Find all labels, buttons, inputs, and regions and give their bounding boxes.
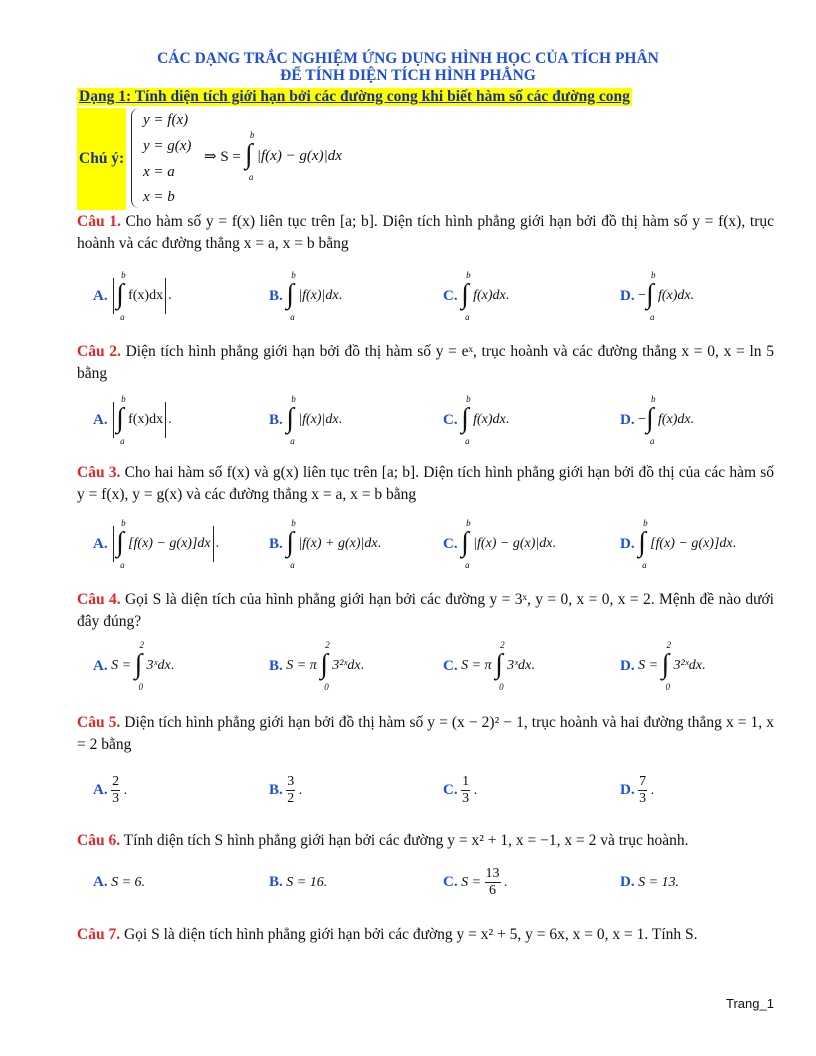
q5-option-b[interactable]: B. $\frac{3}{2}$ .	[269, 774, 303, 806]
question-4: Câu 4. Gọi S là diện tích của hình phẳng giới hạn bởi các đường y = 3ˣ, y = 0, x = 0, x = 2. Mệnh đề nào dưới đây đúng?	[77, 591, 774, 630]
q1-option-b[interactable]: B. ∫ b a |f(x)|dx .	[269, 270, 343, 322]
q3-option-d[interactable]: D. ∫ b a [f(x) − g(x)]dx .	[620, 518, 737, 570]
system-line-3: x = a	[143, 164, 175, 180]
q2-option-d[interactable]: D. − ∫ b a f(x)dx.	[620, 394, 695, 446]
system-line-2: y = g(x)	[143, 138, 192, 154]
q1-option-a[interactable]: A. ∫ b a f(x)dx .	[93, 270, 172, 322]
q4-option-c[interactable]: C. S = π ∫ 2 0 3ˣdx .	[443, 640, 535, 692]
integral-sign: ∫ b a	[244, 130, 255, 182]
q2-option-a[interactable]: A. ∫ b a f(x)dx .	[93, 394, 172, 446]
q5-option-d[interactable]: D. $\frac{7}{3}$ .	[620, 774, 655, 806]
q2-option-c[interactable]: C. ∫ b a f(x)dx .	[443, 394, 510, 446]
q6-option-b[interactable]: B. S = 16.	[269, 874, 328, 890]
section-heading-dang1: Dạng 1: Tính diện tích giới hạn bởi các đường cong khi biết hàm số các đường cong	[79, 88, 630, 105]
note-formula	[204, 130, 342, 182]
q4-option-b[interactable]: B. S = π ∫ 2 0 3²ˣdx .	[269, 640, 365, 692]
q4-option-a[interactable]: A. S = ∫ 2 0 3ˣdx .	[93, 640, 175, 692]
system-brace	[131, 108, 142, 208]
q6-option-d[interactable]: D. S = 13.	[620, 874, 680, 890]
q1-option-d[interactable]: D. − ∫ b a f(x)dx.	[620, 270, 695, 322]
q6-option-c[interactable]: C. S = $\frac{13}{6}$ .	[443, 866, 508, 898]
document-title-line2: ĐỂ TÍNH DIỆN TÍCH HÌNH PHẲNG	[280, 67, 536, 84]
system-line-1: y = f(x)	[143, 112, 189, 128]
note-label: Chú ý:	[79, 150, 125, 167]
question-text: Cho hàm số y = f(x) liên tục trên [a; b]. Diện tích hình phẳng giới hạn bởi đồ thị hàm số y = f(x), trục hoành và các đường thẳng x = a, x = b bằng	[77, 213, 774, 252]
document-title-line1: CÁC DẠNG TRẮC NGHIỆM ỨNG DỤNG HÌNH HỌC CỦA TÍCH PHÂN	[157, 50, 659, 67]
q5-option-c[interactable]: C. $\frac{1}{3}$ .	[443, 774, 478, 806]
question-2: Câu 2. Diện tích hình phẳng giới hạn bởi đồ thị hàm số y = eˣ, trục hoành và các đường thẳng x = 0, x = ln 5 bằng	[77, 343, 774, 382]
page-number: Trang_1	[726, 996, 774, 1011]
question-5: Câu 5. Diện tích hình phẳng giới hạn bởi đồ thị hàm số y = (x − 2)² − 1, trục hoành và hai đường thẳng x = 1, x = 2 bằng	[77, 714, 774, 753]
question-7: Câu 7. Gọi S là diện tích hình phẳng giới hạn bởi các đường y = x² + 5, y = 6x, x = 0, x = 1. Tính S.	[77, 926, 698, 943]
q3-option-c[interactable]: C. ∫ b a |f(x) − g(x)|dx .	[443, 518, 556, 570]
note-result: ⇒ S =	[204, 148, 241, 165]
q3-option-a[interactable]: A. ∫ b a [f(x) − g(x)]dx .	[93, 518, 220, 570]
question-label: Câu 1.	[77, 213, 121, 230]
q1-option-c[interactable]: C. ∫ b a f(x)dx .	[443, 270, 510, 322]
q3-option-b[interactable]: B. ∫ b a |f(x) + g(x)|dx .	[269, 518, 382, 570]
q4-option-d[interactable]: D. S = ∫ 2 0 3²ˣdx .	[620, 640, 706, 692]
question-3: Câu 3. Cho hai hàm số f(x) và g(x) liên tục trên [a; b]. Diện tích hình phẳng giới hạn bởi đồ thị của các hàm số y = f(x), y = g(x) và các đường thẳng x = a, x = b bằng	[77, 464, 774, 503]
system-line-4: x = b	[143, 189, 175, 205]
q2-option-b[interactable]: B. ∫ b a |f(x)|dx .	[269, 394, 343, 446]
q6-option-a[interactable]: A. S = 6.	[93, 874, 146, 890]
question-1	[77, 211, 774, 255]
note-integrand: |f(x) − g(x)|dx	[256, 147, 342, 164]
question-6: Câu 6. Tính diện tích S hình phẳng giới hạn bởi các đường y = x² + 1, x = −1, x = 2 và trục hoành.	[77, 832, 689, 849]
q5-option-a[interactable]: A. $\frac{2}{3}$ .	[93, 774, 128, 806]
